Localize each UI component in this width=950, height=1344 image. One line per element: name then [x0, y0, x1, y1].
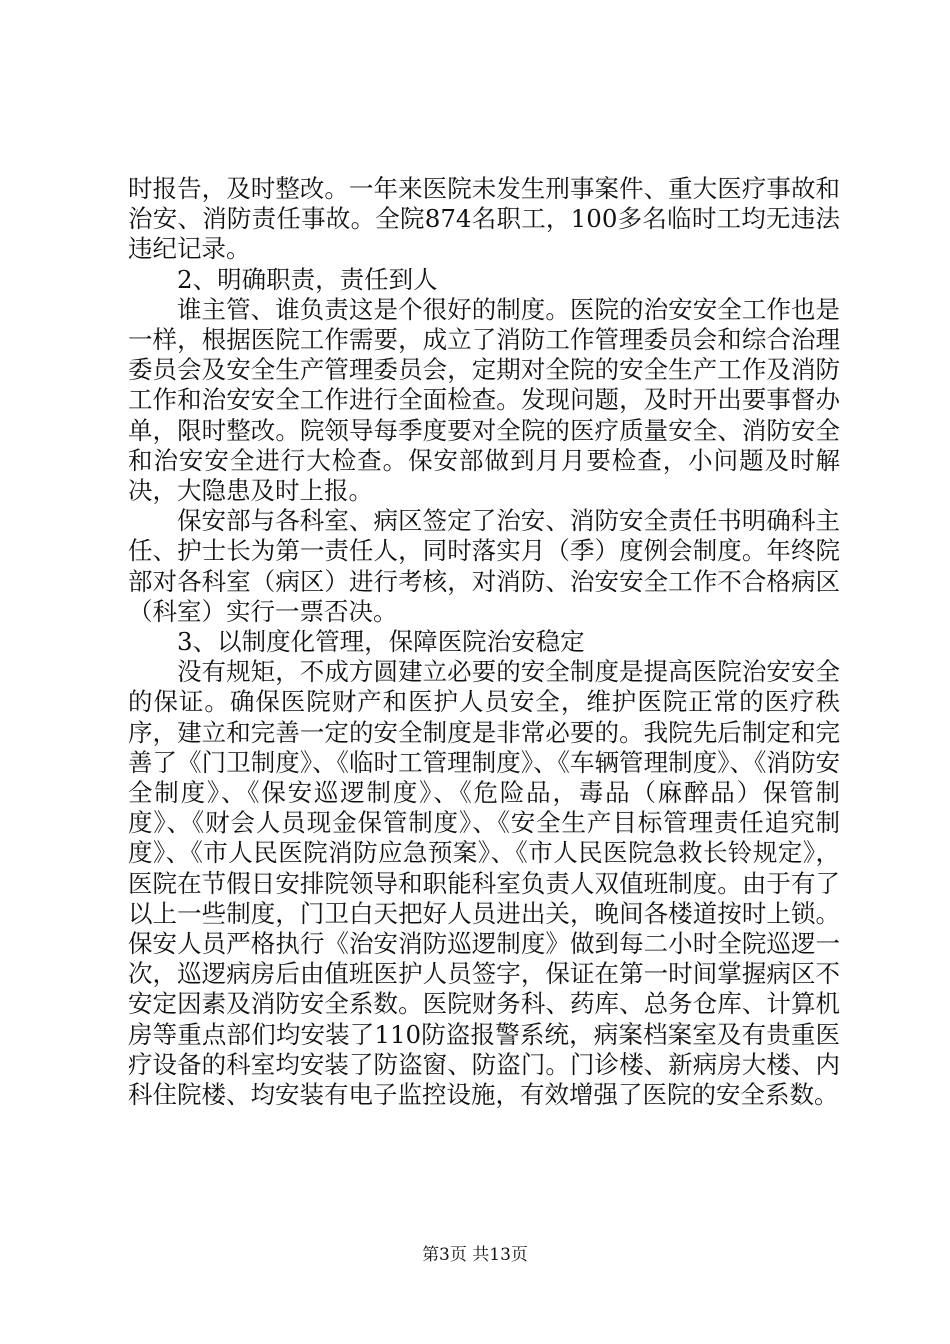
paragraph-responsibility: 谁主管、谁负责这是个很好的制度。医院的治安安全工作也是一样，根据医院工作需要，成立了消防工作管理委员会和综合治理委员会及安全生产管理委员会，定期对全院的安全生产工作及消防工作和治安安全工作进行全面检查。发现问题，及时开出要事督办单，限时整改。院领导每季度要对全院的医疗质量安全、消防安全和治安安全进行大检查。保安部做到月月要检查，小问题及时解决，大隐患及时上报。: [128, 294, 840, 506]
paragraph-regulations: 没有规矩，不成方圆建立必要的安全制度是提高医院治安安全的保证。确保医院财产和医护人员安全，维护医院正常的医疗秩序，建立和完善一定的安全制度是非常必要的。我院先后制定和完善了《门卫制度》、《临时工管理制度》、《车辆管理制度》、《消防安全制度》、《保安巡逻制度》、《危险品，毒品（麻醉品）保管制度》、《财会人员现金保管制度》、《安全生产目标管理责任追究制度》、《市人民医院消防应急预案》、《市人民医院急救长铃规定》，医院在节假日安排院领导和职能科室负责人双值班制度。由于有了以上一些制度，门卫白天把好人员进出关，晚间各楼道按时上锁。保安人员严格执行《治安消防巡逻制度》做到每二小时全院巡逻一次，巡逻病房后由值班医护人员签字，保证在第一时间掌握病区不安定因素及消防安全系数。医院财务科、药库、总务仓库、计算机房等重点部们均安装了110防盗报警系统，病案档案室及有贵重医疗设备的科室均安装了防盗窗、防盗门。门诊楼、新病房大楼、内科住院楼、均安装有电子监控设施，有效增强了医院的安全系数。: [128, 657, 840, 1110]
paragraph-continuation: 时报告，及时整改。一年来医院未发生刑事案件、重大医疗事故和治安、消防责任事故。全院874名职工，100多名临时工均无违法违纪记录。: [128, 174, 840, 264]
section-heading-2: 2、明确职责，责任到人: [177, 264, 438, 294]
page-number-footer: 第3页 共13页: [422, 1245, 528, 1265]
section-heading-3: 3、以制度化管理，保障医院治安稳定: [177, 627, 585, 657]
paragraph-security-contract: 保安部与各科室、病区签定了治安、消防安全责任书明确科主任、护士长为第一责任人，同时落实月（季）度例会制度。年终院部对各科室（病区）进行考核，对消防、治安安全工作不合格病区（科室）实行一票否决。: [128, 506, 840, 626]
document-body: [128, 174, 840, 1110]
